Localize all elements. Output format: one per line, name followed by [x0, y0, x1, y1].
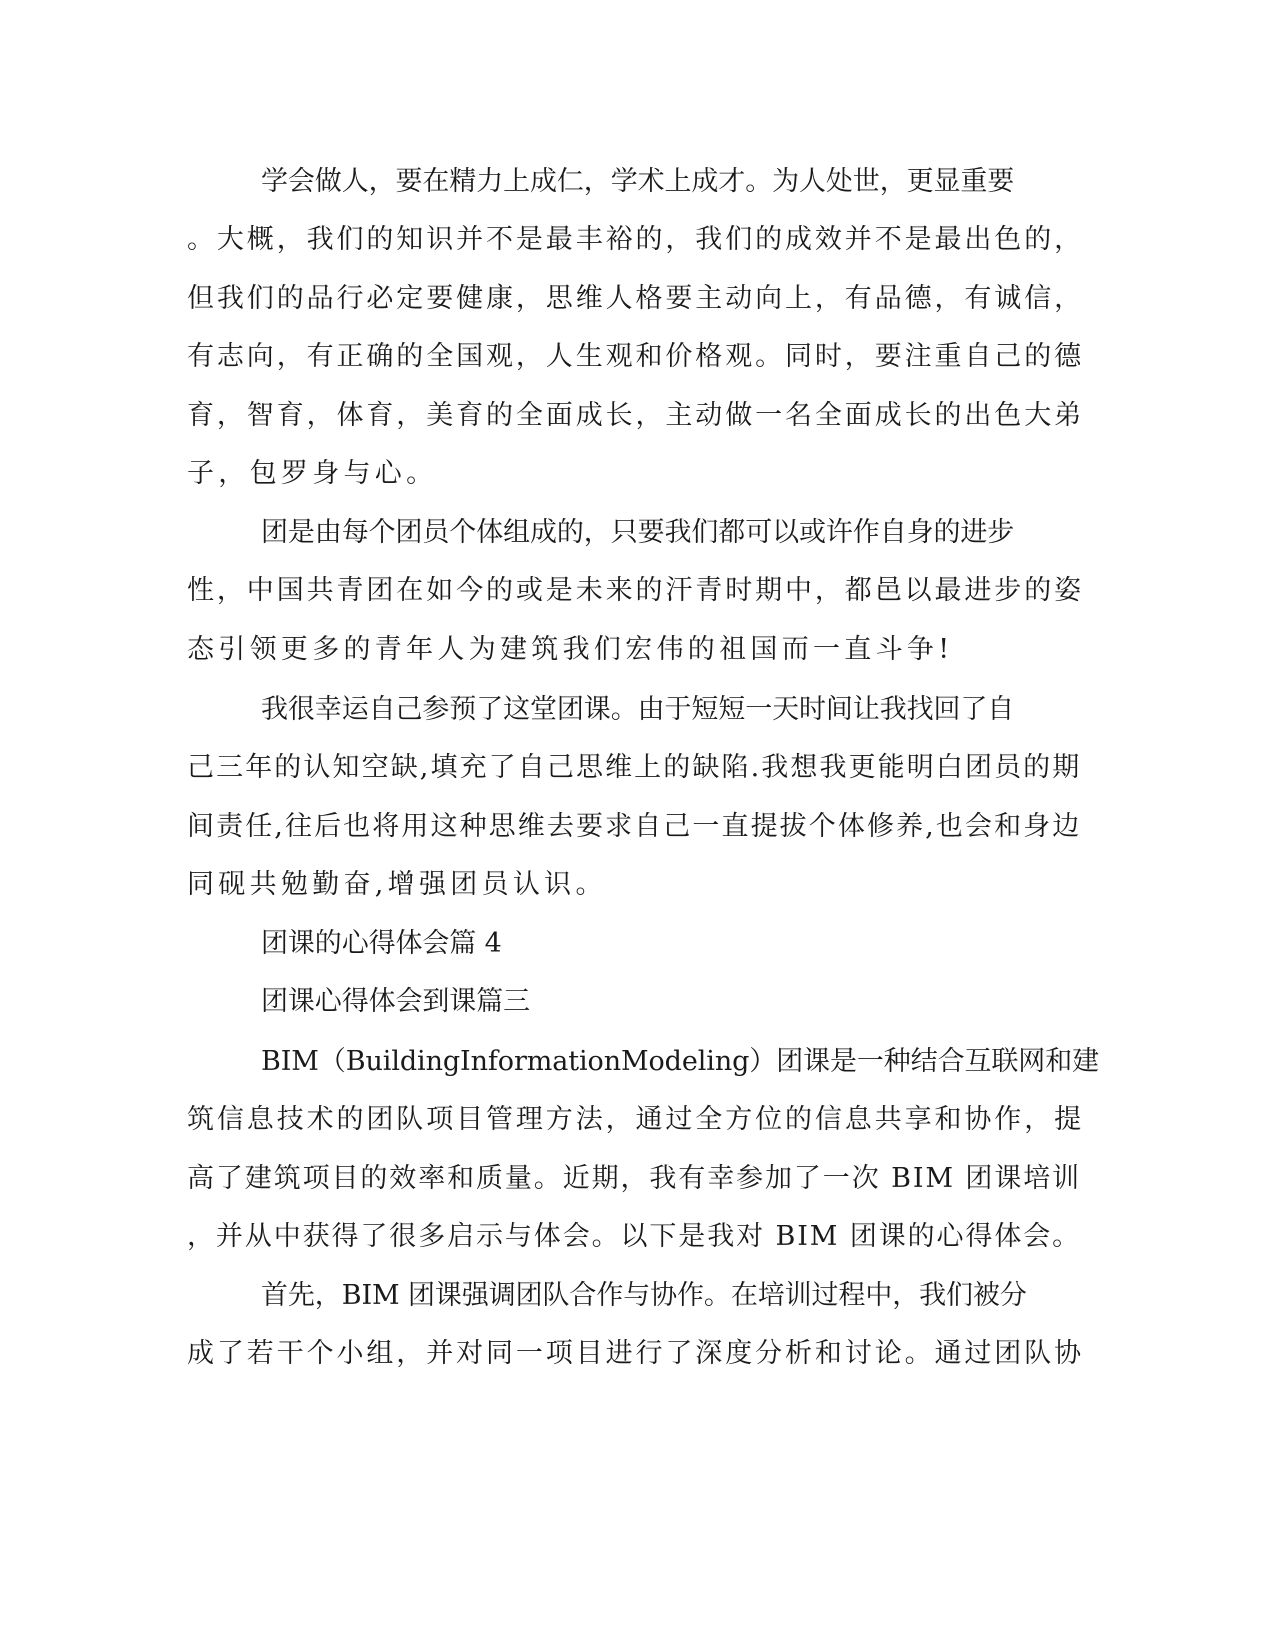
text-line: 我很幸运自己参预了这堂团课。由于短短一天时间让我找回了自 [261, 694, 1015, 725]
text-line: 性，中国共青团在如今的或是未来的汗青时期中，都邑以最进步的姿 [187, 575, 1084, 606]
text-line: 态引领更多的青年人为建筑我们宏伟的祖国而一直斗争! [187, 634, 954, 665]
section-heading: 团课心得体会到课篇三 [261, 986, 530, 1017]
text-line: 团是由每个团员个体组成的，只要我们都可以或许作自身的进步 [261, 517, 1015, 548]
text-line: 高了建筑项目的效率和质量。近期，我有幸参加了一次 BIM 团课培训 [187, 1163, 1082, 1194]
text-line: 己三年的认知空缺,填充了自己思维上的缺陷.我想我更能明白团员的期 [187, 752, 1082, 783]
text-line: 筑信息技术的团队项目管理方法，通过全方位的信息共享和协作，提 [187, 1104, 1084, 1135]
text-line: 成了若干个小组，并对同一项目进行了深度分析和讨论。通过团队协 [187, 1338, 1084, 1369]
text-line: ，并从中获得了很多启示与体会。以下是我对 BIM 团课的心得体会。 [187, 1221, 1082, 1252]
text-line: 育，智育，体育，美育的全面成长，主动做一名全面成长的出色大弟 [187, 400, 1084, 431]
text-line: 有志向，有正确的全国观，人生观和价格观。同时，要注重自己的德 [187, 341, 1084, 372]
text-line: 首先，BIM 团课强调团队合作与协作。在培训过程中，我们被分 [261, 1280, 1027, 1311]
text-line: 间责任,往后也将用这种思维去要求自己一直提拔个体修养,也会和身边 [187, 811, 1082, 842]
text-line: 学会做人，要在精力上成仁，学术上成才。为人处世，更显重要 [261, 166, 1015, 197]
text-line: BIM（BuildingInformationModeling）团课是一种结合互联网和建 [261, 1046, 1099, 1077]
text-line: 同砚共勉勤奋,增强团员认识。 [187, 869, 607, 900]
section-heading: 团课的心得体会篇 4 [261, 928, 502, 959]
text-line: 但我们的品行必定要健康，思维人格要主动向上，有品德，有诚信， [187, 283, 1084, 314]
text-line: 子，包罗身与心。 [187, 458, 438, 489]
text-line: 。大概，我们的知识并不是最丰裕的，我们的成效并不是最出色的， [187, 224, 1084, 255]
